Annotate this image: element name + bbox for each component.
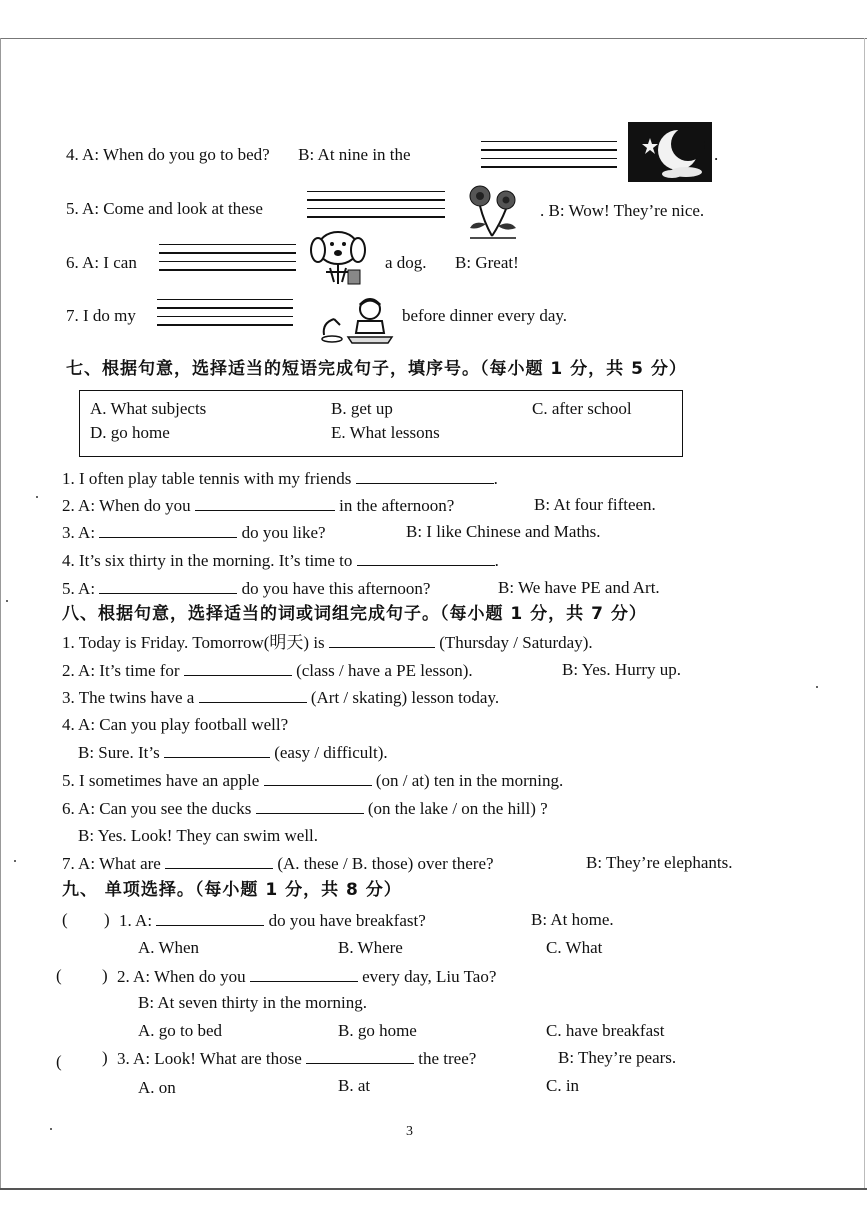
q9-3-opt-b[interactable]: B. at [338,1076,371,1095]
dog-drawing-icon [308,226,374,288]
q8-6-text: 6. A: Can you see the ducks [62,799,252,818]
q8-2-reply: B: Yes. Hurry up. [562,660,682,679]
q7-4-blank[interactable] [357,549,495,566]
q8-7 [62,852,494,875]
q7-4-end: . [494,551,499,570]
page-frame-top [0,38,867,39]
q9-1-opt-c[interactable]: C. What [546,938,603,957]
q9-3-text: 3. A: Look! What are those [117,1049,302,1068]
q8-4-b: B: Sure. It’s [78,743,160,762]
flowers-icon [460,180,526,242]
moon-night-icon [628,122,712,182]
q9-3-reply: B: They’re pears. [558,1048,677,1067]
q6-7-rest: before dinner every day. [402,306,568,325]
q6-7-question: 7. I do my [66,306,136,325]
q9-3-mid: the tree? [418,1049,477,1068]
option-b: B. get up [331,399,393,418]
q6-6-mid: a dog. [385,253,427,272]
q9-2-reply: B: At seven thirty in the morning. [138,993,368,1012]
q8-6-reply: B: Yes. Look! They can swim well. [78,826,319,845]
q7-5 [62,577,430,600]
q7-5-mid: do you have this afternoon? [241,579,431,598]
page-frame-left [0,38,1,1188]
q9-3-blank [306,1047,414,1064]
boy-homework-icon [318,293,396,345]
q6-5-line [66,198,263,220]
q9-3-paren-close[interactable]: ) [102,1048,108,1067]
q8-1-mid: (Thursday / Saturday). [439,633,593,652]
option-c: C. after school [532,399,632,418]
page-frame-right [864,38,865,1188]
q8-3-mid: (Art / skating) lesson today. [310,688,500,707]
q7-2-blank[interactable] [195,494,335,511]
q8-4-mid: (easy / difficult). [274,743,388,762]
q6-5-reply: . B: Wow! They’re nice. [540,201,705,220]
q8-7-reply: B: They’re elephants. [586,853,733,872]
q8-4-answer [78,741,388,764]
q9-1-text: 1. A: [119,911,153,930]
q9-1-opt-a[interactable]: A. When [138,938,200,957]
q6-4-period: . [714,145,719,164]
q8-3-blank[interactable] [199,686,307,703]
q8-6-blank[interactable] [256,797,364,814]
q6-6-reply: B: Great! [455,253,519,272]
q8-4-question: 4. A: Can you play football well? [62,715,289,734]
q9-2-opt-a[interactable]: A. go to bed [138,1021,223,1040]
q8-2 [62,659,473,682]
q9-1-opt-b[interactable]: B. Where [338,938,403,957]
q8-7-blank[interactable] [165,852,273,869]
q9-3-opt-c[interactable]: C. in [546,1076,580,1095]
q9-3-paren-open: ( [56,1052,62,1071]
q7-3-text: 3. A: [62,523,96,542]
q8-3-text: 3. The twins have a [62,688,195,707]
q8-2-text: 2. A: It’s time for [62,661,180,680]
q8-6 [62,797,548,820]
q9-1-paren-close[interactable]: ) [104,910,110,929]
q6-4-answer-prompt: B: At nine in the [298,145,411,164]
q7-3-mid: do you like? [241,523,326,542]
q9-2-blank [250,965,358,982]
q8-7-mid: (A. these / B. those) over there? [277,854,494,873]
part7-options-box [79,390,683,457]
q7-5-reply: B: We have PE and Art. [498,578,660,597]
q8-3 [62,686,499,709]
q9-1-blank [156,909,264,926]
q8-5-blank[interactable] [264,769,372,786]
q8-1-text: 1. Today is Friday. Tomorrow(明天) is [62,633,325,652]
q7-3-blank[interactable] [99,521,237,538]
q9-2-mid: every day, Liu Tao? [362,967,497,986]
scan-speck [14,860,16,862]
q8-5-mid: (on / at) ten in the morning. [375,771,564,790]
q8-6-mid: (on the lake / on the hill) ? [367,799,548,818]
q9-1-paren-open: ( [62,910,68,929]
option-d: D. go home [90,423,170,442]
scan-speck [50,1128,52,1130]
q9-2-opt-b[interactable]: B. go home [338,1021,417,1040]
q9-1-mid: do you have breakfast? [268,911,426,930]
q7-3-reply: B: I like Chinese and Maths. [406,522,601,541]
part7-heading: 七、根据句意，选择适当的短语完成句子，填序号。（每小题 1 分，共 5 分） [66,359,687,379]
q8-7-text: 7. A: What are [62,854,161,873]
q7-1-blank[interactable] [356,467,494,484]
page-number: 3 [406,1124,413,1139]
q9-1-reply: B: At home. [531,910,614,929]
q7-2 [62,494,454,517]
q8-1-blank[interactable] [329,631,435,648]
q9-2-opt-c[interactable]: C. have breakfast [546,1021,665,1040]
page-frame-bottom [0,1188,867,1190]
q6-7-writing-lines[interactable] [157,299,293,333]
q6-5-writing-lines[interactable] [307,191,445,225]
q7-4-text: 4. It’s six thirty in the morning. It’s time to [62,551,353,570]
q9-2-paren-open: ( [56,966,62,985]
q7-1-end: . [493,469,498,488]
part9-heading: 九、 单项选择。（每小题 1 分，共 8 分） [62,880,402,900]
q6-4-writing-lines[interactable] [481,141,617,175]
option-a: A. What subjects [90,399,207,418]
q9-2 [117,965,496,988]
q6-6-question: 6. A: I can [66,253,137,272]
q8-2-mid: (class / have a PE lesson). [296,661,473,680]
q8-4-blank[interactable] [164,741,270,758]
q7-2-text: 2. A: When do you [62,496,191,515]
q7-1-text: 1. I often play table tennis with my friends [62,469,352,488]
q8-5-text: 5. I sometimes have an apple [62,771,260,790]
q7-5-blank[interactable] [99,577,237,594]
q9-1 [119,909,426,932]
scan-speck [36,496,38,498]
q7-2-mid: in the afternoon? [339,496,455,515]
q9-3-opt-a[interactable]: A. on [138,1078,176,1097]
q6-6-writing-lines[interactable] [159,244,296,278]
scan-speck [816,686,818,688]
q7-1 [62,467,498,490]
scan-speck [6,600,8,602]
q9-2-paren-close[interactable]: ) [102,966,108,985]
part8-heading: 八、根据句意，选择适当的词或词组完成句子。（每小题 1 分，共 7 分） [62,604,647,624]
q6-4-question: 4. A: When do you go to bed? [66,145,270,164]
q8-2-blank[interactable] [184,659,292,676]
q7-5-text: 5. A: [62,579,96,598]
q9-2-text: 2. A: When do you [117,967,246,986]
q6-6-rest [385,252,519,274]
q7-2-reply: B: At four fifteen. [534,495,656,514]
q6-5-question: 5. A: Come and look at these [66,199,263,218]
q7-3 [62,521,326,544]
q9-3 [117,1047,476,1070]
q7-4 [62,549,499,572]
option-e: E. What lessons [331,423,440,442]
q8-1 [62,631,593,654]
q6-4-line [66,144,411,166]
q8-5 [62,769,563,792]
